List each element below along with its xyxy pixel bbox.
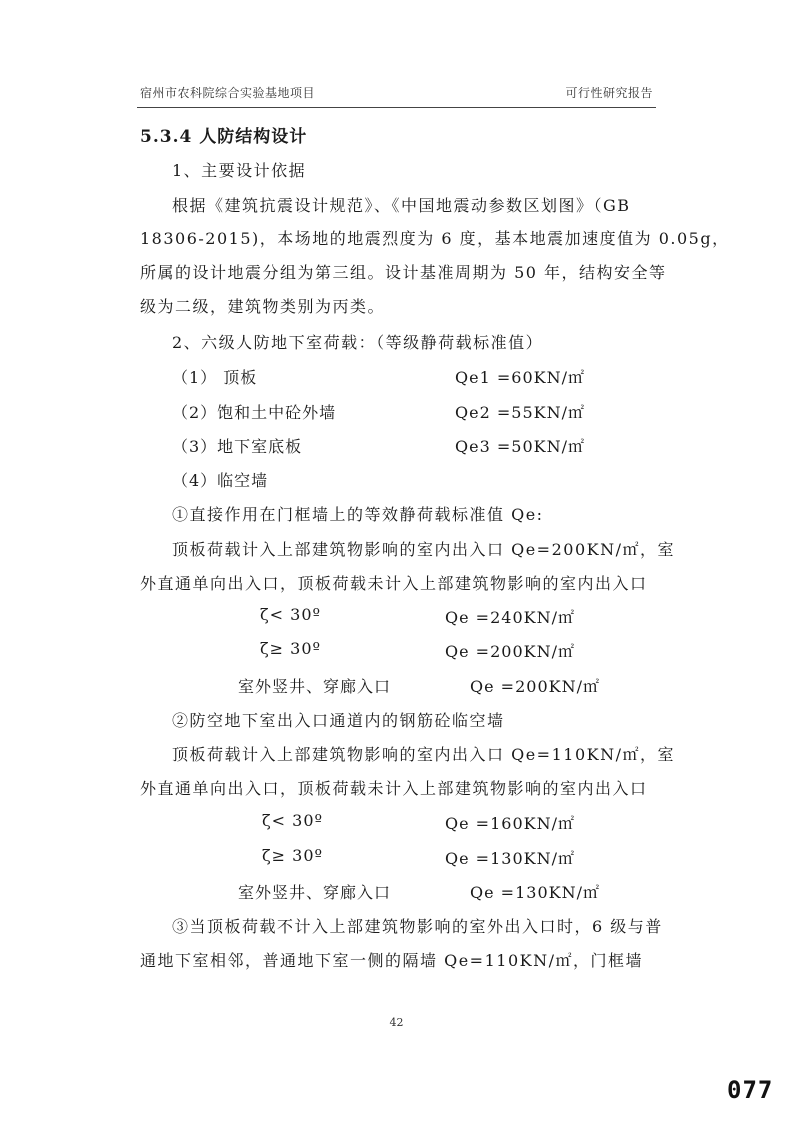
section-title [140,122,307,147]
condition-label: ζ≥ 30º [262,846,324,865]
archive-page-stamp: 077 [727,1076,774,1104]
condition-value: Qe =200KN/㎡ [470,677,600,696]
load-item-label: （1） 顶板 [172,368,258,387]
header-divider [137,107,656,108]
condition-value: Qe =200KN/㎡ [445,642,575,661]
condition-value: Qe =240KN/㎡ [445,608,575,627]
subsection-heading: ①直接作用在门框墙上的等效静荷载标准值 Qe: [172,505,544,524]
basis-paragraph-line: 18306-2015)，本场地的地震烈度为 6 度，基本地震加速度值为 0.05g， [140,229,730,248]
condition-label: 室外竖井、穿廊入口 [238,677,392,696]
basis-paragraph-line: 所属的设计地震分组为第三组。设计基准周期为 50 年，结构安全等 [140,263,667,282]
load-item-label: （2）饱和土中砼外墙 [172,403,337,422]
subsection-paragraph-line: 外直通单向出入口，顶板荷载未计入上部建筑物影响的室内出入口 [140,779,648,798]
subsection-paragraph-line: 外直通单向出入口，顶板荷载未计入上部建筑物影响的室内出入口 [140,574,648,593]
subsection-paragraph-line: 顶板荷载计入上部建筑物影响的室内出入口 Qe=200KN/㎡，室 [172,540,675,559]
subsection-heading: ②防空地下室出入口通道内的钢筋砼临空墙 [172,711,505,730]
condition-label: ζ≥ 30º [260,639,322,658]
section-number: 5.3.4 [140,127,193,147]
load-heading: 2、六级人防地下室荷载：（等级静荷载标准值） [172,333,544,352]
load-item-value: Qe2 =55KN/㎡ [455,403,585,422]
header-report-type: 可行性研究报告 [565,86,653,100]
condition-value: Qe =160KN/㎡ [445,814,575,833]
page-number: 42 [389,1016,404,1029]
condition-label: ζ< 30º [262,811,324,830]
header-project-name: 宿州市农科院综合实验基地项目 [140,86,316,100]
basis-paragraph-line: 根据《建筑抗震设计规范》、《中国地震动参数区划图》（GB [172,196,631,215]
section-title-text: 人防结构设计 [199,127,308,147]
condition-value: Qe =130KN/㎡ [445,849,575,868]
condition-label: ζ< 30º [260,605,322,624]
subsection-paragraph-line: 通地下室相邻，普通地下室一侧的隔墙 Qe=110KN/㎡，门框墙 [140,951,643,970]
load-item-label: （3）地下室底板 [172,437,303,456]
subsection-paragraph-line: 顶板荷载计入上部建筑物影响的室内出入口 Qe=110KN/㎡，室 [172,745,675,764]
load-item-label: （4）临空墙 [172,471,269,490]
subsection-paragraph-line: ③当顶板荷载不计入上部建筑物影响的室外出入口时，6 级与普 [172,917,663,936]
basis-heading: 1、主要设计依据 [172,161,307,180]
basis-paragraph-line: 级为二级，建筑物类别为丙类。 [140,297,386,316]
condition-value: Qe =130KN/㎡ [470,883,600,902]
load-item-value: Qe1 =60KN/㎡ [455,368,585,387]
condition-label: 室外竖井、穿廊入口 [238,883,392,902]
load-item-value: Qe3 =50KN/㎡ [455,437,585,456]
